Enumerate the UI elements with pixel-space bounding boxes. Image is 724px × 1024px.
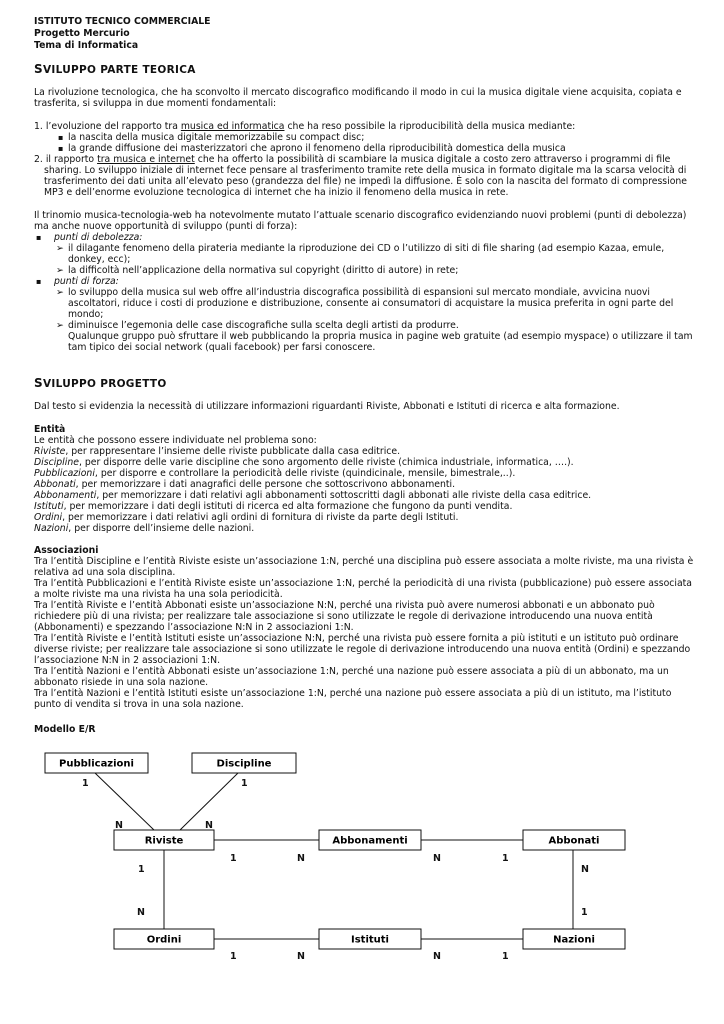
paragraph: MP3 e dell’enorme evoluzione tecnologica di internet che ha inizio il fenomeno della musica in rete. xyxy=(44,187,509,198)
entity-label: Nazioni xyxy=(553,934,595,946)
association-line: abbonato risiede in una sola nazione. xyxy=(34,677,209,688)
association-line: Tra l’entità Nazioni e l’entità Abbonati esiste un’associazione 1:N, perché una nazione può essere associata a più di un abbonato, ma un xyxy=(34,666,669,677)
cardinality-label: N xyxy=(581,864,589,875)
association-line: punto di vendita si trova in una sola nazione. xyxy=(34,699,244,710)
entity-box-abbonati xyxy=(523,830,625,850)
entity-label: Abbonamenti xyxy=(332,835,408,847)
entity-desc: , per memorizzare i dati degli istituti di ricerca ed alta formazione che fungono da punti vendita. xyxy=(63,501,513,512)
paragraph: La rivoluzione tecnologica, che ha sconvolto il mercato discografico modificando il modo in cui la musica digitale viene acquisita, copiata e xyxy=(34,87,682,98)
association-line: Tra l’entità Pubblicazioni e l’entità Riviste esiste un’associazione 1:N, perché la periodicità di una rivista (pubblicazione) può essere associata xyxy=(34,578,692,589)
association-line: relativa ad una sola disciplina. xyxy=(34,567,176,578)
entity-desc: , per disporre e controllare la periodicità delle riviste (quindicinale, mensile, bimestrale,..). xyxy=(94,468,516,479)
square-bullet-icon: ▪ xyxy=(36,277,42,286)
entity-label: Pubblicazioni xyxy=(59,758,134,770)
header-project: Progetto Mercurio xyxy=(34,28,130,39)
bullet-text: il dilagante fenomeno della pirateria mediante la riproduzione dei CD o l’utilizzo di siti di file sharing (ad esempio Kazaa, emule, xyxy=(68,243,665,254)
entity-desc: , per disporre delle varie discipline che sono argomento delle riviste (chimica industriale, informatica, ….). xyxy=(78,457,574,468)
cardinality-label: 1 xyxy=(82,778,89,789)
entity-name: Riviste xyxy=(34,446,66,457)
association-line: (Abbonamenti) e spezzando l’associazione N:N in 2 associazioni 1:N. xyxy=(34,622,354,633)
square-bullet-icon: ▪ xyxy=(58,144,64,153)
entity-name: Ordini xyxy=(34,512,63,523)
cardinality-label: N xyxy=(433,951,441,962)
entity-box-nazioni xyxy=(523,929,625,949)
cardinality-label: N xyxy=(297,951,305,962)
square-bullet-icon: ▪ xyxy=(58,133,64,142)
entity-desc: , per rappresentare l’insieme delle riviste pubblicate dalla casa editrice. xyxy=(65,446,401,457)
paragraph: Il trinomio musica-tecnologia-web ha notevolmente mutato l’attuale scenario discografico evidenziando nuovi problemi (punti di debolezza) xyxy=(34,210,687,221)
entity-name: Istituti xyxy=(34,501,64,512)
bullet-text: diminuisce l’egemonia delle case discografiche sulla scelta degli artisti da produrre. xyxy=(68,320,459,331)
numbered-item-1: 1. l’evoluzione del rapporto tra musica ed informatica che ha reso possibile la riproducibilità della musica mediante: xyxy=(34,121,576,132)
paragraph: Dal testo si evidenzia la necessità di utilizzare informazioni riguardanti Riviste, Abbonati e Istituti di ricerca e alta formazione. xyxy=(34,401,620,412)
arrow-bullet-icon: ➢ xyxy=(56,320,64,331)
cardinality-label: 1 xyxy=(502,853,509,864)
section-title-project: SVILUPPO PROGETTO xyxy=(34,376,167,390)
entity-name: Abbonati xyxy=(34,479,76,490)
paragraph: Le entità che possono essere individuate nel problema sono: xyxy=(34,435,317,446)
numbered-item-2: 2. il rapporto tra musica e internet che ha offerto la possibilità di scambiare la musica digitale a costo zero attraverso i programmi di file xyxy=(34,154,671,165)
weak-points-title: punti di debolezza: xyxy=(54,232,143,243)
bullet-text: donkey, ecc); xyxy=(68,254,131,265)
association-line: Tra l’entità Riviste e l’entità Istituti esiste un’associazione N:N, perché una rivista può essere fornita a più istituti e un istituto può ordinare xyxy=(34,633,679,644)
association-line: l’associazione N:N in 2 associazioni 1:N. xyxy=(34,655,221,666)
entity-desc: , per disporre dell’insieme delle nazioni. xyxy=(68,523,255,534)
entity-box-abbonamenti xyxy=(319,830,421,850)
header-school: ISTITUTO TECNICO COMMERCIALE xyxy=(34,16,211,27)
association-line: Tra l’entità Nazioni e l’entità Istituti esiste un’associazione 1:N, perché una nazione può essere associata a più di un istituto, ma l’istituto xyxy=(34,688,672,699)
arrow-bullet-icon: ➢ xyxy=(56,243,64,254)
entity-desc: , per memorizzare i dati relativi agli abbonamenti sottoscritti dagli abbonati alle riviste della casa editrice. xyxy=(96,490,592,501)
association-line: Tra l’entità Riviste e l’entità Abbonati esiste un’associazione N:N, perché una rivista può avere numerosi abbonati e un abbonato può xyxy=(34,600,655,611)
cardinality-label: 1 xyxy=(581,907,588,918)
arrow-bullet-icon: ➢ xyxy=(56,265,64,276)
cardinality-label: 1 xyxy=(502,951,509,962)
entity-label: Riviste xyxy=(144,835,184,847)
arrow-bullet-icon: ➢ xyxy=(56,287,64,298)
header-subject: Tema di Informatica xyxy=(34,40,139,51)
association-line: richiedere più di una rivista; per realizzare tale associazione si sono utilizzate le regole di derivazione introducendo una nuova entità xyxy=(34,611,653,622)
connector-pubblicazioni-riviste xyxy=(95,773,154,830)
entity-box-pubblicazioni xyxy=(45,753,148,773)
cardinality-label: N xyxy=(297,853,305,864)
entity-box-discipline xyxy=(192,753,296,773)
association-line: a molte riviste ma una rivista ha una sola periodicità. xyxy=(34,589,283,600)
entity-box-riviste xyxy=(114,830,214,850)
entity-name: Pubblicazioni xyxy=(34,468,95,479)
paragraph: trasferimento dei dati unita all’elevato peso (grandezza del file) ne impedì la diffusione. È solo con la nascita del formato di compressione xyxy=(44,176,688,187)
bullet-text: la nascita della musica digitale memorizzabile su compact disc; xyxy=(68,132,365,143)
bullet-text: lo sviluppo della musica sul web offre all’industria discografica possibilità di espansioni sul mercato mondiale, avvicina nuovi xyxy=(68,287,651,298)
entity-box-istituti xyxy=(319,929,421,949)
entity-label: Istituti xyxy=(351,934,389,946)
bullet-text: ascoltatori, riduce i costi di produzione e distribuzione, consente ai consumatori di acquistare la musica preferita in ogni parte del xyxy=(68,298,674,309)
bullet-text: la difficoltà nell’applicazione della normativa sul copyright (diritto di autore) in rete; xyxy=(68,265,459,276)
association-line: diverse riviste; per realizzare tale associazione si sono utilizzate le regole di derivazione introducendo una nuova entità (Ordini) e spezzando xyxy=(34,644,691,655)
bullet-text: mondo; xyxy=(68,309,104,320)
cardinality-label: N xyxy=(205,820,213,831)
paragraph: trasferita, si sviluppa in due momenti fondamentali: xyxy=(34,98,277,109)
paragraph: sharing. Lo sviluppo iniziale di internet fece pensare al trasferimento tramite rete della musica in formato digitale ma la scarsa velocità di xyxy=(44,165,687,176)
model-er-heading: Modello E/R xyxy=(34,724,96,735)
bullet-text: Qualunque gruppo può sfruttare il web pubblicando la propria musica in pagine web gratuite (ad esempio myspace) o utilizzare il tam xyxy=(68,331,693,342)
association-line: Tra l’entità Discipline e l’entità Riviste esiste un’associazione 1:N, perché una disciplina può essere associata a molte riviste, ma una rivista è xyxy=(34,556,694,567)
bullet-text: tam tipico dei social network (quali facebook) per farsi conoscere. xyxy=(68,342,376,353)
entity-label: Ordini xyxy=(146,934,182,946)
square-bullet-icon: ▪ xyxy=(36,233,42,242)
strong-points-title: punti di forza: xyxy=(54,276,119,287)
cardinality-label: N xyxy=(115,820,123,831)
bullet-text: la grande diffusione dei masterizzatori che aprono il fenomeno della riproducibilità domestica della musica xyxy=(68,143,566,154)
paragraph: ma anche nuove opportunità di sviluppo (punti di forza): xyxy=(34,221,298,232)
associations-heading: Associazioni xyxy=(34,545,99,556)
entity-box-ordini xyxy=(114,929,214,949)
cardinality-label: N xyxy=(137,907,145,918)
entity-name: Nazioni xyxy=(34,523,69,534)
cardinality-label: 1 xyxy=(230,951,237,962)
section-title-theory: SVILUPPO PARTE TEORICA xyxy=(34,62,196,76)
entity-name: Discipline xyxy=(34,457,79,468)
entity-label: Abbonati xyxy=(548,835,600,847)
cardinality-label: 1 xyxy=(230,853,237,864)
entities-heading: Entità xyxy=(34,424,66,435)
entity-desc: , per memorizzare i dati anagrafici delle persone che sottoscrivono abbonamenti. xyxy=(75,479,456,490)
entity-name: Abbonamenti xyxy=(34,490,97,501)
entity-desc: , per memorizzare i dati relativi agli ordini di fornitura di riviste da parte degli Istituti. xyxy=(62,512,459,523)
cardinality-label: 1 xyxy=(241,778,248,789)
cardinality-label: N xyxy=(433,853,441,864)
cardinality-label: 1 xyxy=(138,864,145,875)
entity-label: Discipline xyxy=(216,758,272,770)
